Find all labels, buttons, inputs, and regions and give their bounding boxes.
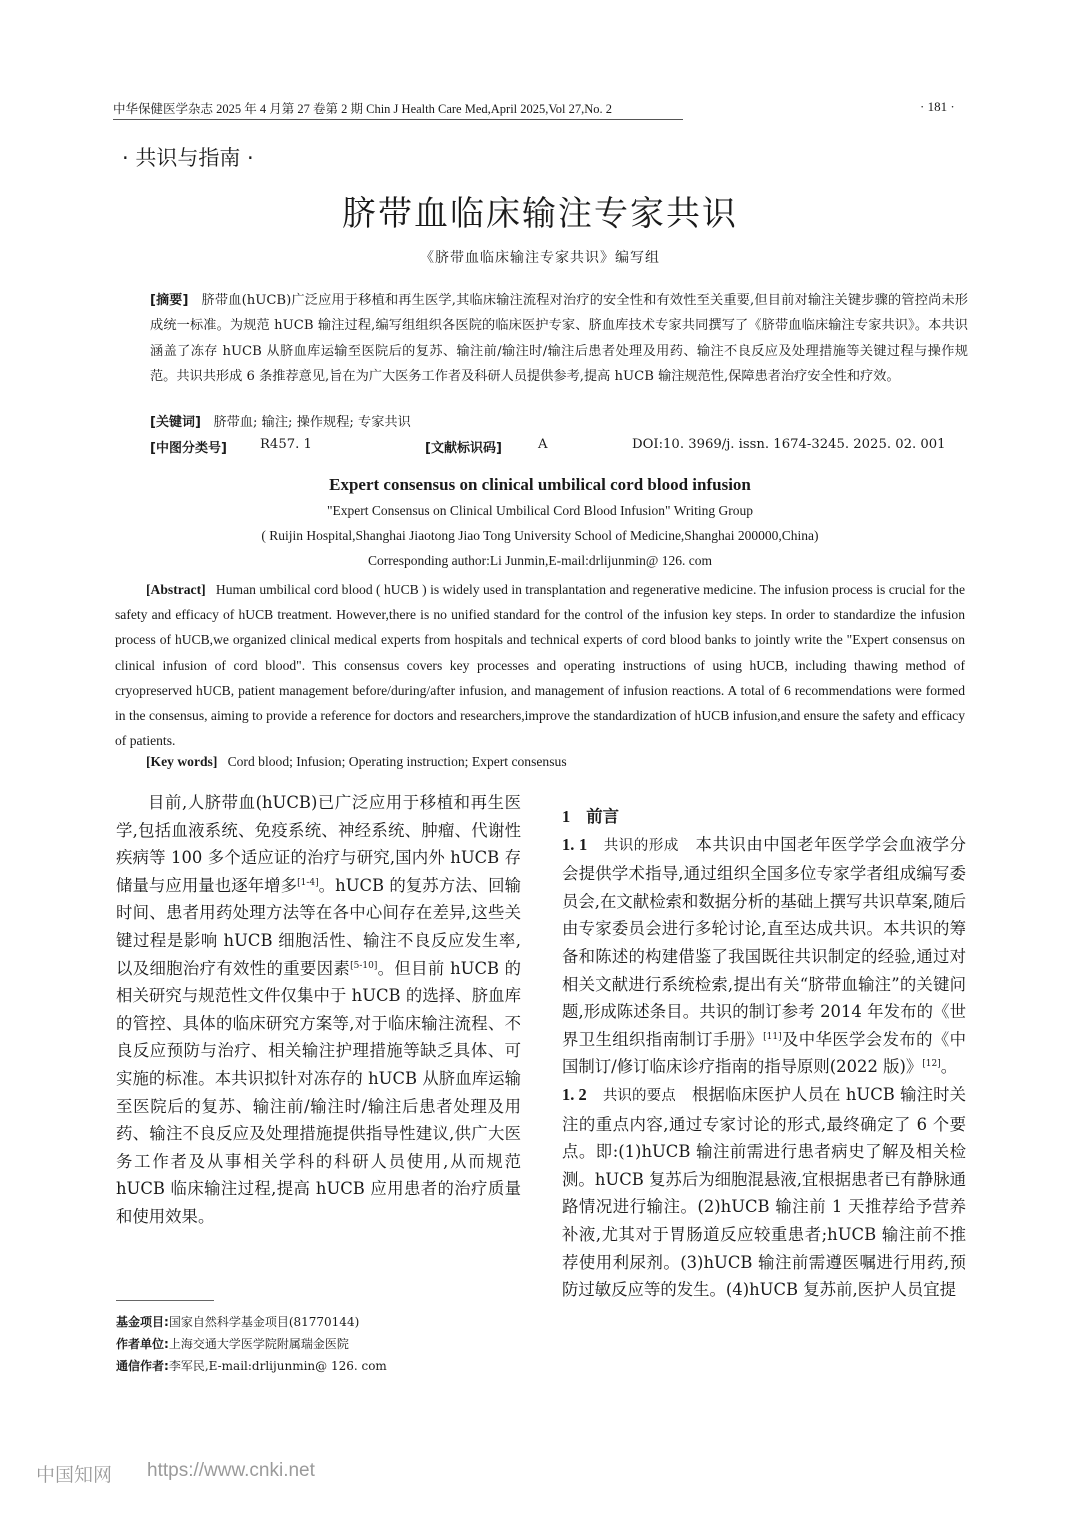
footnote-fund bbox=[116, 1313, 359, 1330]
section-1-1 bbox=[562, 831, 966, 1081]
intro-paragraph-part-3: 。但目前 hUCB 的相关研究与规范性文件仅集中于 hUCB 的选择、脐血库的管控、具体的临床研究方案等,对于临床输注流程、不良反应预防与治疗、相关输注护理措施等缺乏具体、可实施的标准。本共识拟针对冻存的 hUCB 从脐血库运输至医院后的复苏、输注前/输注时/输注后患者处理及用药、输注不良反应及处理措施提供指导性建议,供广大医务工作者及从事相关学科的科研人员使用,从而规范 hUCB 临床输注过程,提高 hUCB 应用患者的治疗质量和使用效果。 bbox=[116, 958, 521, 1226]
intro-paragraph-part-1: 目前,人脐带血(hUCB)已广泛应用于移植和再生医学,包括血液系统、免疫系统、神经系统、肿瘤、代谢性疾病等 100 多个适应证的治疗与研究,国内外 hUCB 存储量与应用量也逐年增多 bbox=[116, 793, 521, 895]
clc-label: [中图分类号] bbox=[150, 441, 227, 456]
footnote-fund-text: 国家自然科学基金项目(81770144) bbox=[168, 1315, 360, 1329]
citation-1-4: [1-4] bbox=[297, 877, 319, 888]
article-title: 脐带血临床输注专家共识 bbox=[342, 194, 738, 234]
section-1-2-title: 共识的要点 bbox=[602, 1087, 676, 1104]
english-abstract bbox=[115, 577, 965, 753]
section-1-1-text-a: 本共识由中国老年医学学会血液学分会提供学术指导,通过组织全国多位专家学者组成编写委员会,在文献检索和数据分析的基础上撰写共识草案,随后由专家委员会进行多轮讨论,直至达成共识。本共识的筹备和陈述的构建借鉴了我国既往共识制定的经验,通过对相关文献进行系统检索,提出有关“脐带血输注”的关键问题,形成陈述条目。共识的制订参考 2014 年发布的《世界卫生组织指南制订手册》 bbox=[562, 834, 967, 1049]
footnote-corresponding-label: 通信作者: bbox=[116, 1359, 169, 1373]
body-right-column bbox=[562, 803, 966, 1304]
intro-paragraph-part-2: 。hUCB 的复苏方法、回输时间、患者用药处理方法等在各中心间存在差异,这些关键过程是影响 hUCB 细胞活性、输注不良反应发生率,以及细胞治疗有效性的重要因素 bbox=[116, 875, 522, 978]
section-1-1-text-c: 。 bbox=[940, 1057, 958, 1077]
abstract-zh-text: 脐带血(hUCB)广泛应用于移植和再生医学,其临床输注流程对治疗的安全性和有效性至关重要,但目前对输注关键步骤的管控尚未形成统一标准。为规范 hUCB 输注过程,编写组组织各医院的临床医护专家、脐血库技术专家共同撰写了《脐带血临床输注专家共识》。本共识涵盖了冻存 hUCB 从脐血库运输至医院后的复苏、输注前/输注时/输注后患者处理及用药、输注不良反应及处理措施等关键过程与操作规范。共识共形成 6 条推荐意见,旨在为广大医务工作者及科研人员提供参考,提高 hUCB 输注规范性,保障患者治疗安全性和疗效。 bbox=[150, 293, 968, 384]
abstract-zh-label: [摘要] bbox=[150, 293, 189, 308]
keywords-zh bbox=[150, 411, 411, 430]
footnote-unit bbox=[116, 1335, 349, 1352]
section-1-2 bbox=[562, 1081, 966, 1304]
english-keywords bbox=[146, 754, 567, 770]
english-abstract-text: Human umbilical cord blood ( hUCB ) is widely used in transplantation and regenerative medicine. The infusion process is crucial for the safety and efficacy of hUCB treatment. However,there is no unified standard for the control of the infusion key steps. In order to standardize the infusion process of hUCB,we organized clinical medical experts from hospitals and technical experts of cord blood banks to jointly write the "Expert consensus on clinical infusion of cord blood". This consensus covers key processes and operating instructions of using hUCB, including thawing method of cryopreserved hUCB, patient management before/during/after infusion, and management of infusion reactions. A total of 6 recommendations were formed in the consensus, aiming to provide a reference for doctors and researchers,improve the standardization of hUCB infusion,and ensure the safety and efficacy of patients. bbox=[115, 582, 965, 749]
footnote-corresponding-text: 李军民,E-mail:drlijunmin@ 126. com bbox=[168, 1359, 387, 1373]
clc-value: R457. 1 bbox=[260, 437, 312, 452]
section-1-number: 1 bbox=[562, 807, 571, 826]
footnote-unit-label: 作者单位: bbox=[116, 1337, 169, 1351]
page-number: · 181 · bbox=[920, 99, 955, 114]
english-keywords-label: [Key words] bbox=[146, 754, 218, 769]
english-group: "Expert Consensus on Clinical Umbilical Cord Blood Infusion" Writing Group bbox=[326, 503, 754, 518]
column-label: · 共识与指南 · bbox=[122, 146, 254, 170]
english-affiliation: ( Ruijin Hospital,Shanghai Jiaotong Jiao Tong University School of Medicine,Shanghai 200000,China) bbox=[261, 528, 819, 543]
journal-header: 中华保健医学杂志 2025 年 4 月第 27 卷第 2 期 Chin J Health Care Med,April 2025,Vol 27,No. 2 bbox=[113, 102, 613, 116]
doi: DOI:10. 3969/j. issn. 1674-3245. 2025. 02. 001 bbox=[632, 437, 946, 452]
footnote-fund-label: 基金项目: bbox=[116, 1315, 169, 1329]
section-1-heading bbox=[562, 803, 966, 831]
section-1-2-text: 根据临床医护人员在 hUCB 输注时关注的重点内容,通过专家讨论的形式,最终确定了 6 个要点。即:(1)hUCB 输注前需进行患者病史了解及相关检测。hUCB 复苏后为细胞混悬液,宜根据患者已有静脉通路情况进行输注。(2)hUCB 输注前 1 天推荐给予营养补液,尤其对于胃肠道反应较重患者;hUCB 输注前不推荐使用利尿剂。(3)hUCB 输注前需遵医嘱进行用药,预防过敏反应等的发生。(4)hUCB 复苏前,医护人员宜提 bbox=[562, 1084, 966, 1300]
english-title: Expert consensus on clinical umbilical cord blood infusion bbox=[329, 475, 751, 494]
abstract-zh bbox=[150, 288, 968, 389]
footnote-corresponding bbox=[116, 1357, 387, 1374]
footnote-unit-text: 上海交通大学医学院附属瑞金医院 bbox=[168, 1337, 349, 1351]
section-1-1-title: 共识的形成 bbox=[603, 837, 679, 854]
doc-code-label: [文献标识码] bbox=[425, 441, 502, 456]
citation-11: [11] bbox=[763, 1031, 782, 1042]
keywords-zh-label: [关键词] bbox=[150, 415, 201, 430]
authors: 《脐带血临床输注专家共识》编写组 bbox=[420, 250, 660, 266]
footnote-rule bbox=[116, 1300, 214, 1301]
doc-code-value: A bbox=[538, 437, 548, 452]
english-keywords-text: Cord blood; Infusion; Operating instruction; Expert consensus bbox=[227, 754, 567, 769]
body-left-column bbox=[116, 789, 521, 1231]
english-abstract-label: [Abstract] bbox=[146, 582, 206, 597]
cnki-watermark-url[interactable]: https://www.cnki.net bbox=[147, 1460, 315, 1481]
section-1-1-number: 1. 1 bbox=[562, 834, 588, 854]
section-1-1-text-b: 及中华医学会发布的《中国制订/修订临床诊疗指南的指导原则(2022 版)》 bbox=[562, 1029, 967, 1077]
citation-5-10: [5-10] bbox=[350, 960, 378, 971]
section-1-2-number: 1. 2 bbox=[562, 1084, 587, 1104]
classification-line bbox=[150, 437, 970, 457]
english-corresponding: Corresponding author:Li Junmin,E-mail:drlijunmin@ 126. com bbox=[368, 553, 712, 568]
cnki-watermark-name: 中国知网 bbox=[36, 1464, 113, 1486]
citation-12: [12] bbox=[922, 1059, 941, 1070]
section-1-title: 前言 bbox=[586, 807, 619, 826]
header-rule bbox=[113, 119, 683, 120]
keywords-zh-text: 脐带血; 输注; 操作规程; 专家共识 bbox=[213, 415, 411, 430]
